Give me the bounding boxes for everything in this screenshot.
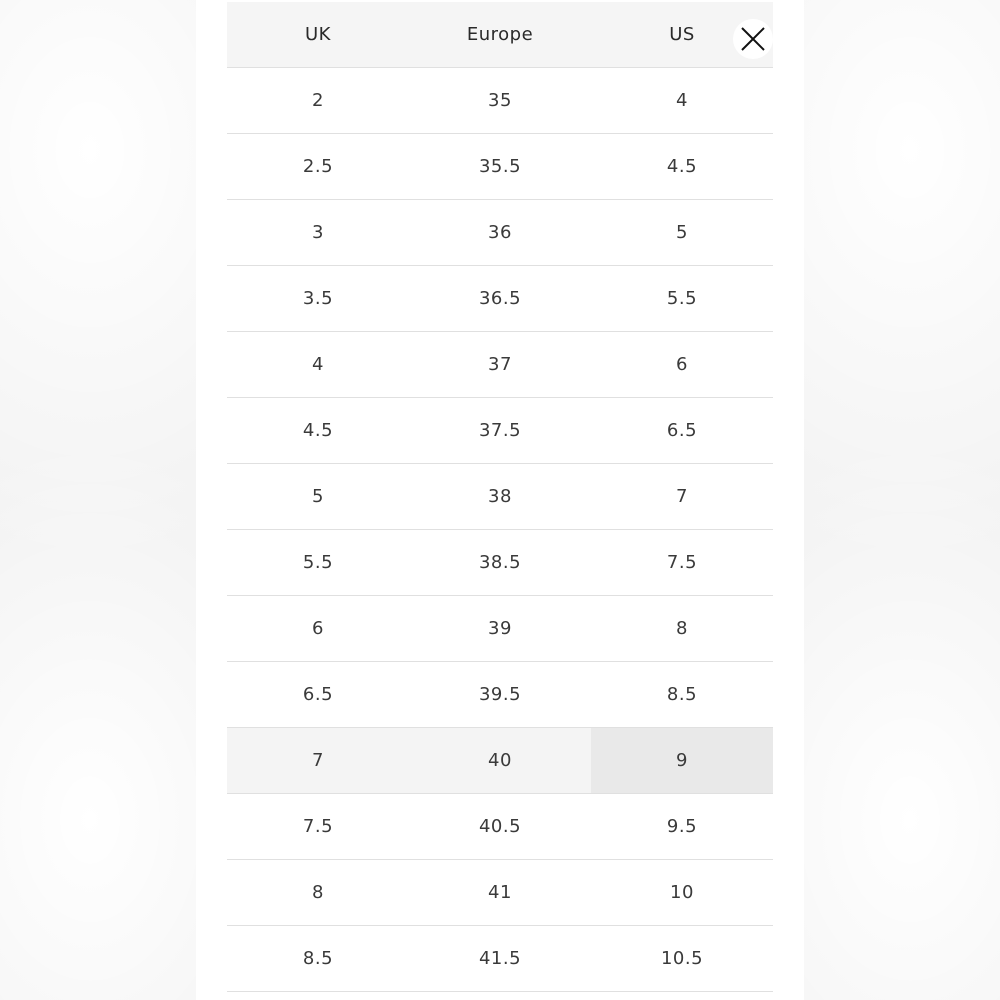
- table-cell-uk: 7.5: [302, 816, 334, 837]
- table-row[interactable]: [227, 332, 773, 398]
- table-cell-europe: 41: [488, 882, 512, 903]
- table-row[interactable]: [227, 596, 773, 662]
- table-cell-europe: 38: [488, 486, 512, 507]
- table-cell-europe: 38.5: [478, 552, 522, 573]
- column-header-us: US: [669, 24, 695, 45]
- table-cell-uk: 8: [312, 882, 324, 903]
- table-cell-us: 4.5: [666, 156, 698, 177]
- table-cell-uk: 4: [312, 354, 324, 375]
- table-cell-us: 6: [676, 354, 688, 375]
- table-row[interactable]: [227, 464, 773, 530]
- table-cell-us: 6.5: [666, 420, 698, 441]
- table-row[interactable]: [227, 398, 773, 464]
- table-cell-uk: 2.5: [302, 156, 334, 177]
- table-cell-uk: 3: [312, 222, 324, 243]
- table-cell-uk: 8.5: [302, 948, 334, 969]
- table-cell-uk: 2: [312, 90, 324, 111]
- table-row[interactable]: [227, 794, 773, 860]
- table-cell-uk: 5: [312, 486, 324, 507]
- table-row[interactable]: [227, 200, 773, 266]
- table-cell-uk: 6.5: [302, 684, 334, 705]
- table-cell-europe: 35: [488, 90, 512, 111]
- table-cell-europe: 41.5: [478, 948, 522, 969]
- table-cell-us: 8: [676, 618, 688, 639]
- table-cell-europe: 36.5: [478, 288, 522, 309]
- table-cell-us: 5.5: [666, 288, 698, 309]
- table-cell-europe: 39: [488, 618, 512, 639]
- table-row[interactable]: [227, 134, 773, 200]
- table-row[interactable]: [227, 530, 773, 596]
- table-header: [227, 2, 773, 68]
- table-row[interactable]: [227, 926, 773, 992]
- table-row[interactable]: [227, 68, 773, 134]
- close-button[interactable]: [733, 19, 773, 59]
- table-cell-us: 9.5: [666, 816, 698, 837]
- close-icon: [740, 26, 766, 52]
- table-cell-us: 10.5: [660, 948, 704, 969]
- table-cell-uk: 7: [312, 750, 324, 771]
- table-body: [227, 68, 773, 992]
- table-row[interactable]: [227, 266, 773, 332]
- table-cell-europe: 39.5: [478, 684, 522, 705]
- table-cell-europe: 40: [488, 750, 512, 771]
- table-cell-us: 7.5: [666, 552, 698, 573]
- table-cell-us: 5: [676, 222, 688, 243]
- table-row[interactable]: [227, 860, 773, 926]
- table-cell-uk: 5.5: [302, 552, 334, 573]
- table-cell-europe: 37: [488, 354, 512, 375]
- table-cell-uk: 4.5: [302, 420, 334, 441]
- table-cell-europe: 36: [488, 222, 512, 243]
- table-cell-uk: 3.5: [302, 288, 334, 309]
- table-cell-us: 9: [591, 728, 773, 793]
- table-cell-europe: 35.5: [478, 156, 522, 177]
- table-cell-us: 8.5: [666, 684, 698, 705]
- table-cell-uk: 6: [312, 618, 324, 639]
- column-header-uk: UK: [305, 24, 331, 45]
- size-chart-table: [227, 2, 773, 992]
- table-cell-europe: 40.5: [478, 816, 522, 837]
- column-header-europe: Europe: [466, 24, 534, 45]
- table-cell-europe: 37.5: [478, 420, 522, 441]
- table-cell-us: 7: [676, 486, 688, 507]
- table-cell-us: 10: [670, 882, 694, 903]
- table-row[interactable]: [227, 728, 773, 794]
- table-cell-us: 4: [676, 90, 688, 111]
- table-row[interactable]: [227, 662, 773, 728]
